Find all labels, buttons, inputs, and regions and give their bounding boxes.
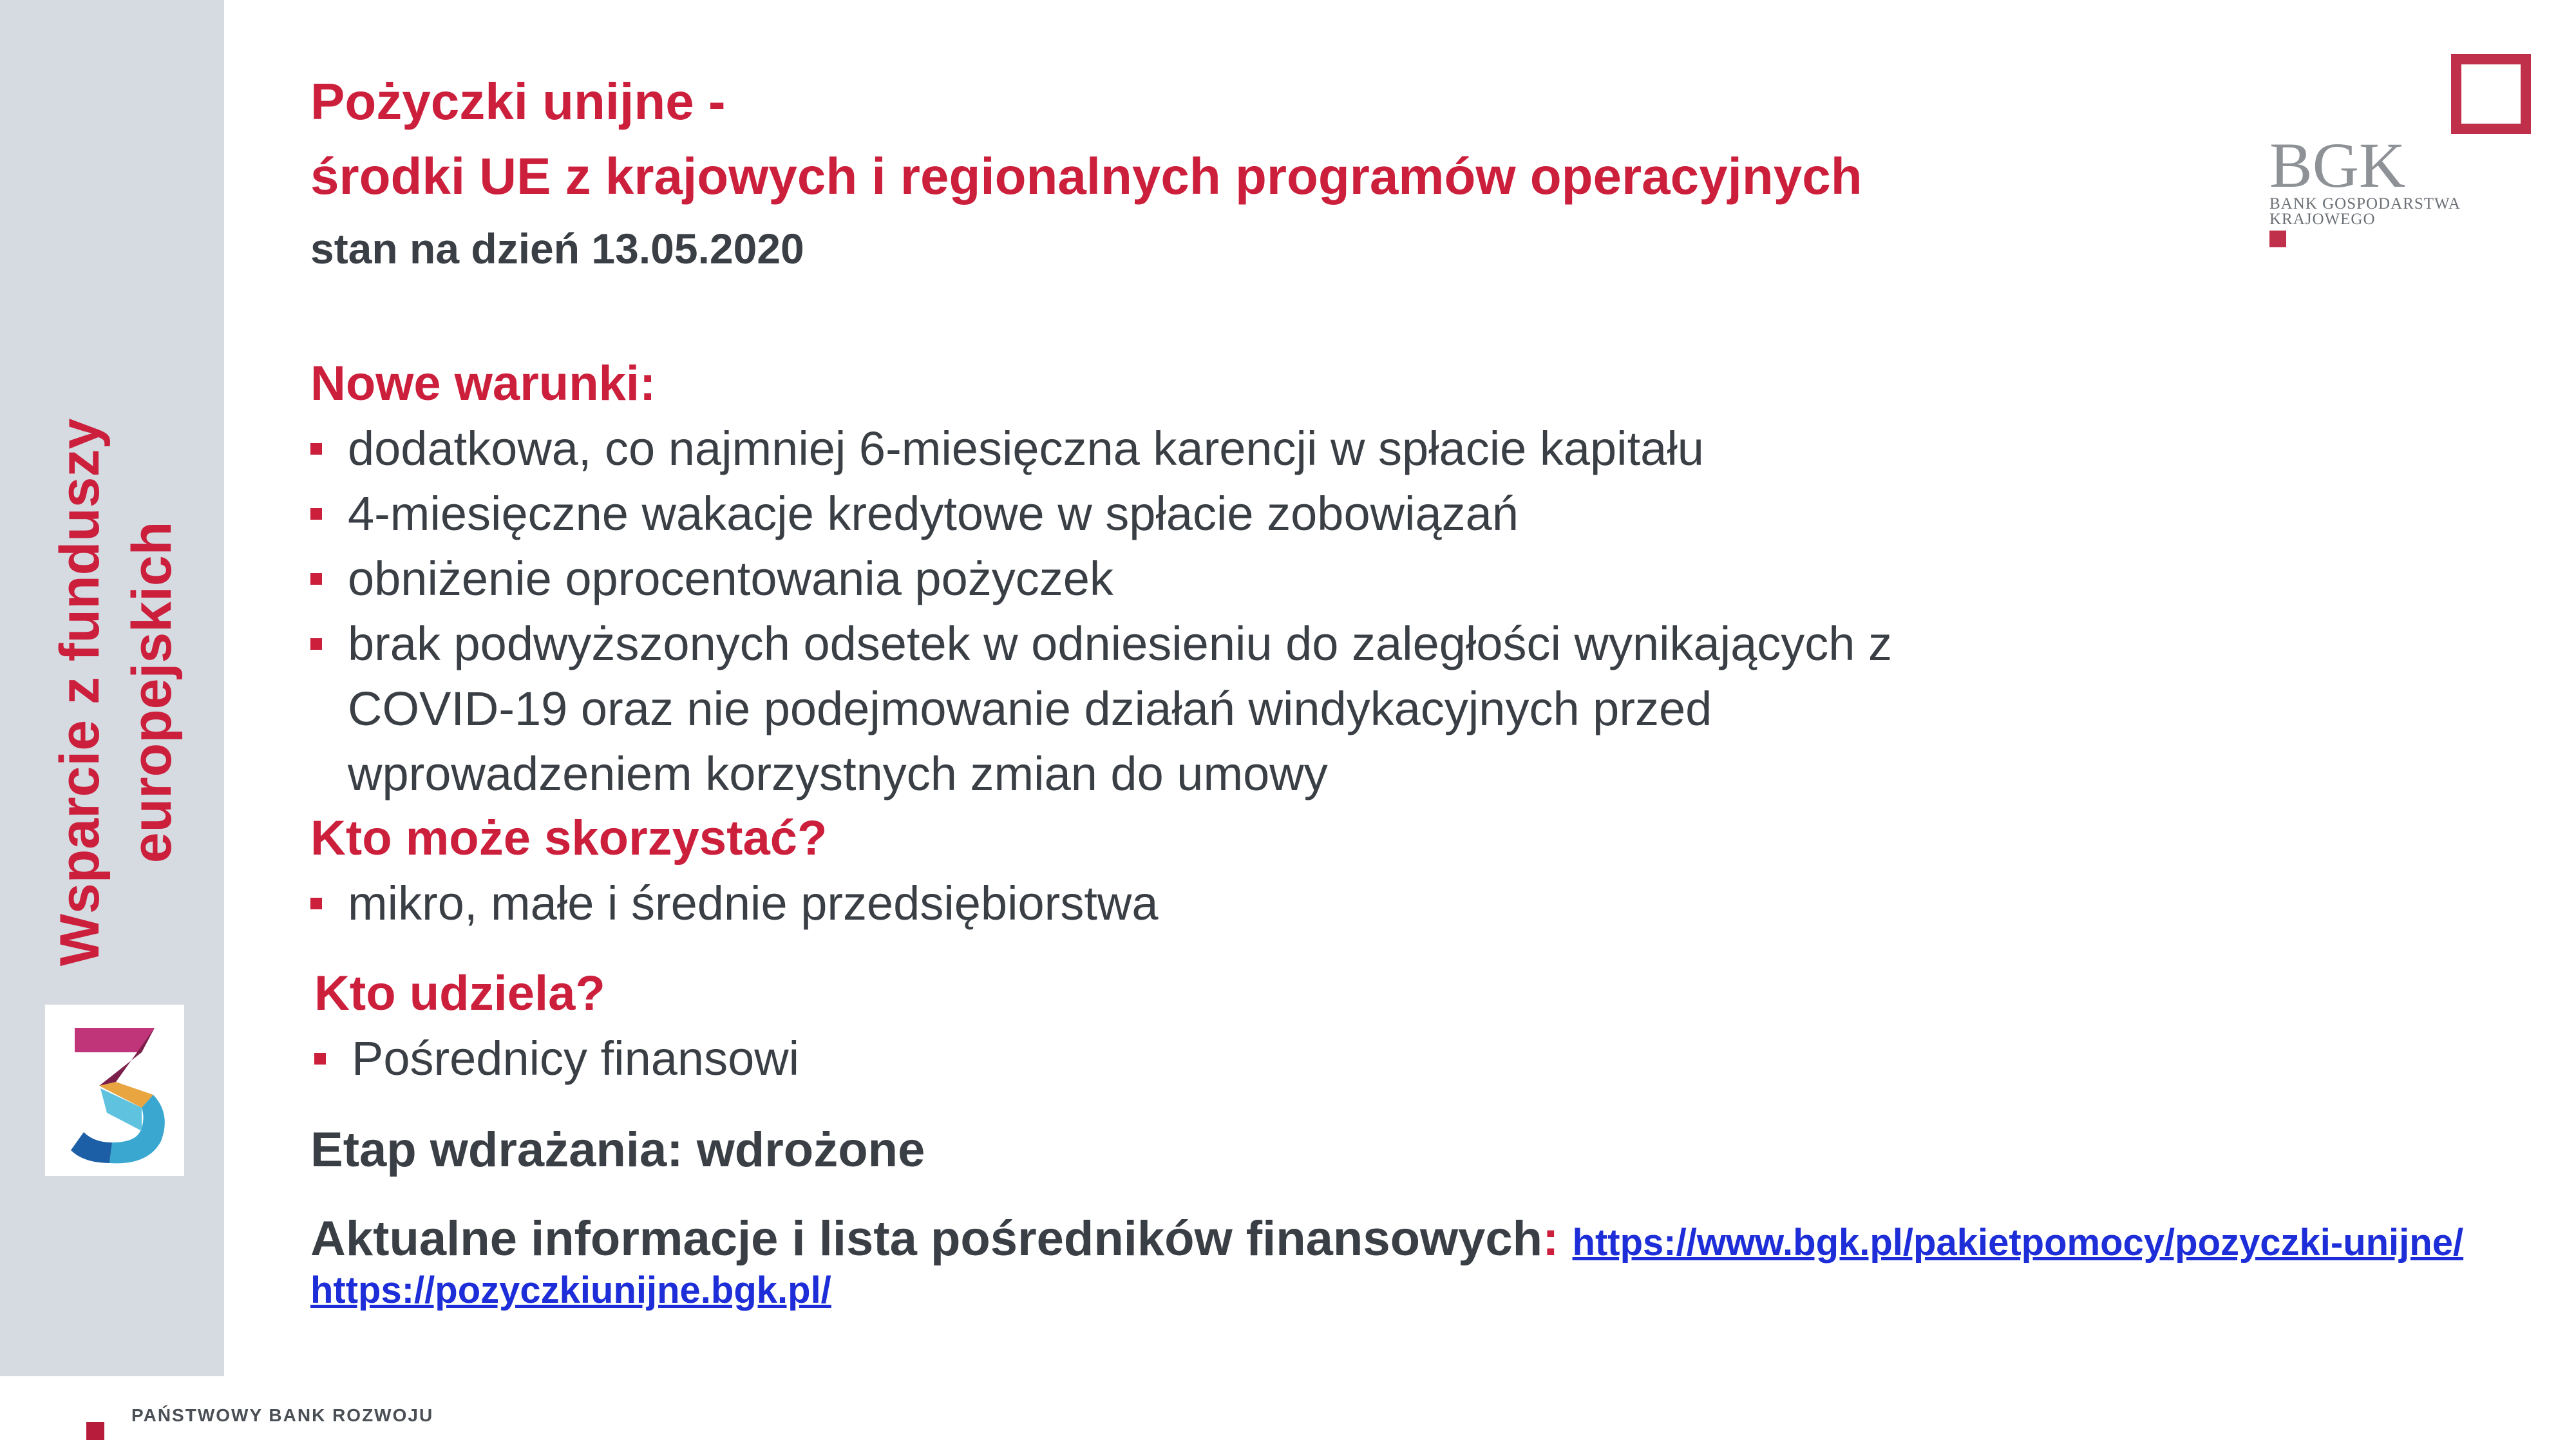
bullet-icon bbox=[310, 898, 322, 909]
current-info-line bbox=[310, 1208, 2464, 1274]
sidebar-title-line2: europejskich bbox=[121, 521, 183, 864]
sidebar bbox=[0, 0, 224, 1376]
section-current-info bbox=[310, 1208, 2464, 1312]
list-item bbox=[310, 611, 1959, 806]
bullet-icon bbox=[310, 508, 322, 520]
bullet-icon bbox=[310, 443, 322, 455]
list-item bbox=[310, 546, 2436, 611]
bgk-abbr: BGK bbox=[2269, 129, 2406, 201]
eu-loans-portal-link[interactable]: https://pozyczkiunijne.bgk.pl/ bbox=[310, 1269, 831, 1311]
sidebar-title bbox=[39, 402, 193, 982]
list-item-text: Pośrednicy finansowi bbox=[352, 1032, 800, 1085]
sidebar-title-line1: Wsparcie z funduszy bbox=[49, 418, 111, 967]
list-item bbox=[310, 481, 2436, 546]
number-3-logo-icon bbox=[45, 1005, 184, 1176]
bgk-aid-package-link[interactable]: https://www.bgk.pl/pakietpomocy/pozyczki-unijne/ bbox=[1572, 1222, 2464, 1264]
page-subtitle: stan na dzień 13.05.2020 bbox=[310, 225, 804, 272]
list-item-text: 4-miesięczne wakacje kredytowe w spłacie zobowiązań bbox=[348, 487, 1519, 540]
implementation-stage: Etap wdrażania: wdrożone bbox=[310, 1122, 925, 1177]
bgk-line1: BANK GOSPODARSTWA bbox=[2269, 195, 2461, 213]
footer-brand: PAŃSTWOWY BANK ROZWOJU bbox=[131, 1405, 434, 1425]
footer-mark-icon bbox=[86, 1422, 104, 1440]
list-item bbox=[314, 1026, 2436, 1091]
bullet-icon bbox=[314, 1053, 326, 1065]
bullet-icon bbox=[310, 573, 322, 585]
section-who-grants bbox=[310, 961, 2436, 1091]
page-title-line1: Pożyczki unijne - bbox=[310, 73, 726, 130]
list-item-text: brak podwyższonych odsetek w odniesieniu do zaległości wynikających z COVID-19 oraz nie podejmowanie działań windykacyjnych przed wprowadzeniem korzystnych zmian do umowy bbox=[348, 617, 1893, 800]
current-info-colon: : bbox=[1542, 1211, 1559, 1266]
list-who-can-use bbox=[310, 871, 2436, 936]
list-item-text: mikro, małe i średnie przedsiębiorstwa bbox=[348, 876, 1159, 930]
section-who-can-use bbox=[310, 806, 2436, 936]
current-info-label: Aktualne informacje i lista pośredników finansowych bbox=[310, 1211, 1543, 1266]
page-title bbox=[310, 64, 2436, 214]
list-item-text: obniżenie oprocentowania pożyczek bbox=[348, 552, 1113, 605]
page-title-line2: środki UE z krajowych i regionalnych programów operacyjnych bbox=[310, 147, 1862, 205]
list-new-conditions bbox=[310, 416, 2436, 806]
heading-new-conditions: Nowe warunki: bbox=[310, 356, 656, 411]
list-item bbox=[310, 871, 2436, 936]
section-new-conditions bbox=[310, 352, 2436, 806]
list-item bbox=[310, 416, 2436, 481]
heading-who-can-use: Kto może skorzystać? bbox=[310, 811, 828, 866]
main-content bbox=[310, 64, 2464, 1312]
bgk-line2: KRAJOWEGO bbox=[2269, 211, 2376, 228]
footer-logo bbox=[86, 1405, 433, 1440]
list-item-text: dodatkowa, co najmniej 6-miesięczna karencji w spłacie kapitału bbox=[348, 422, 1704, 475]
bullet-icon bbox=[310, 638, 322, 650]
heading-who-grants: Kto udziela? bbox=[314, 966, 605, 1021]
list-who-grants bbox=[314, 1026, 2436, 1091]
